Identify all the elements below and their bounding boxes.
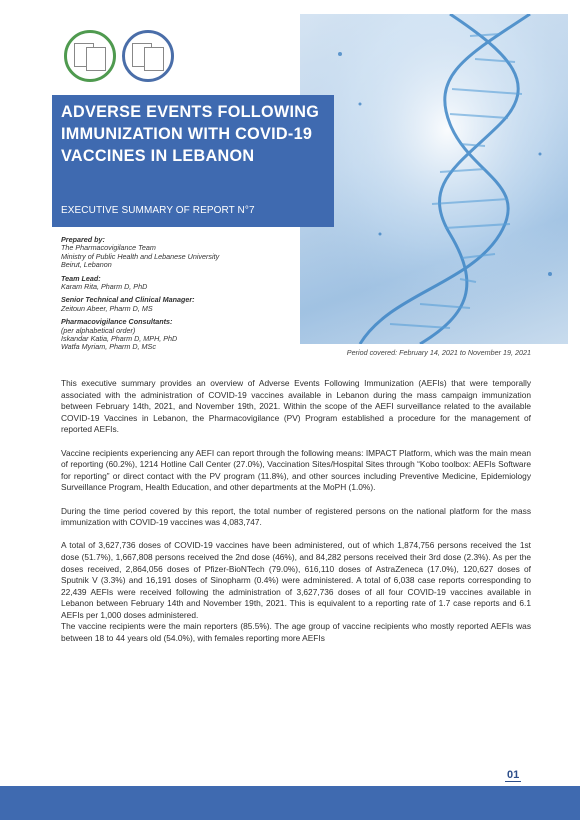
team-lead-line: Karam Rita, Pharm D, PhD [61, 282, 148, 292]
senior-manager-heading: Senior Technical and Clinical Manager: [61, 295, 195, 305]
paragraph: During the time period covered by this report, the total number of registered persons on the national platform for the mass immunization with COVID-19 vaccines was 4,083,747. [61, 505, 531, 528]
document-icon [144, 47, 164, 71]
consultants-line: Watfa Myriam, Pharm D, MSc [61, 342, 156, 352]
paragraph: Vaccine recipients experiencing any AEFI can report through the following means: IMPACT Platform, which was the main mean of reporting (60.2%), 1214 Hotline Call Center (27.0%), Vaccination Sites/Hospital Sites through “Kobo toolbox: AEFIs Software for reporting” or direct contact with the PV program (11.8%), and other sources including Preventive Medicine, Epidemiology Surveillance Program, Health Education, and other departments at the MoPH (1.0%). [61, 447, 531, 493]
paragraph: A total of 3,627,736 doses of COVID-19 vaccines have been administered, out of which 1,874,756 persons received the 1st dose (51.7%), 1,667,808 persons received the 2nd dose (46%), and 84,282 persons received their 3rd dose (2.3%). As per the doses received, 2,864,056 doses of Pfizer-BioNTech (79.0%), 616,110 doses of AstraZeneca (17.0%), 120,627 doses of Sputnik V (3.3%) and 16,191 doses of Sinopharm (0.4%) were administered. A total of 6,038 case reports corresponding to 22,439 AEFIs were received following the administration of 3,627,736 doses of all four COVID-19 vaccines available in Lebanon between February 14th and November 19th, 2021. This is equivalent to a reporting rate of 1.7 case reports and 6.1 AEFIs per 1,000 doses administered. [61, 540, 531, 620]
team-lead-heading: Team Lead: [61, 273, 101, 283]
senior-manager-line: Zeitoun Abeer, Pharm D, MS [61, 303, 153, 313]
document-title: ADVERSE EVENTS FOLLOWING IMMUNIZATION WITH COVID-19 VACCINES IN LEBANON [61, 103, 320, 165]
dna-helix-illustration [300, 14, 568, 344]
summary-body [61, 378, 531, 645]
page-number: 01 [507, 769, 520, 781]
consultants-line: Iskandar Katia, Pharm D, MPH, PhD [61, 334, 178, 344]
consultants-heading: Pharmacovigilance Consultants: [61, 317, 173, 327]
logo-group [62, 30, 172, 92]
document-icon [86, 47, 106, 71]
team-lead-group [61, 275, 291, 292]
prepared-by-group [61, 236, 291, 270]
prepared-by-heading: Prepared by: [61, 235, 105, 244]
senior-manager-group [61, 296, 291, 313]
credits-block [61, 236, 291, 357]
dna-hero-image [300, 14, 568, 344]
consultants-line: (per alphabetical order) [61, 325, 136, 335]
paragraph: The vaccine recipients were the main reporters (85.5%). The age group of vaccine recipients who mostly reported AEFIs was between 18 to 44 years old (54.0%), with females reporting more AEFIs [61, 621, 531, 644]
footer-bar [0, 786, 580, 820]
paragraph: This executive summary provides an overview of Adverse Events Following Immunization (AEFIs) that were temporally associated with the administration of COVID-19 vaccines available in Lebanon during the mass campaign immunization between February 14th, 2021, and November 19th, 2021. Within the scope of the AEFI surveillance related to the available COVID-19 Vaccines in Lebanon, the Pharmacovigilance (PV) Program established a procedure for the management of reported AEFIs. [61, 378, 531, 435]
consultants-group [61, 318, 291, 352]
prepared-by-line: The Pharmacovigilance Team [61, 243, 156, 253]
period-covered: Period covered: February 14, 2021 to November 19, 2021 [346, 348, 531, 357]
document-subtitle: EXECUTIVE SUMMARY OF REPORT N°7 [61, 205, 255, 216]
prepared-by-line: Ministry of Public Health and Lebanese University [61, 251, 220, 261]
pharmacovigilance-logo-green [64, 30, 116, 82]
prepared-by-line: Beirut, Lebanon [61, 260, 112, 270]
pharmacovigilance-logo-blue [122, 30, 174, 82]
